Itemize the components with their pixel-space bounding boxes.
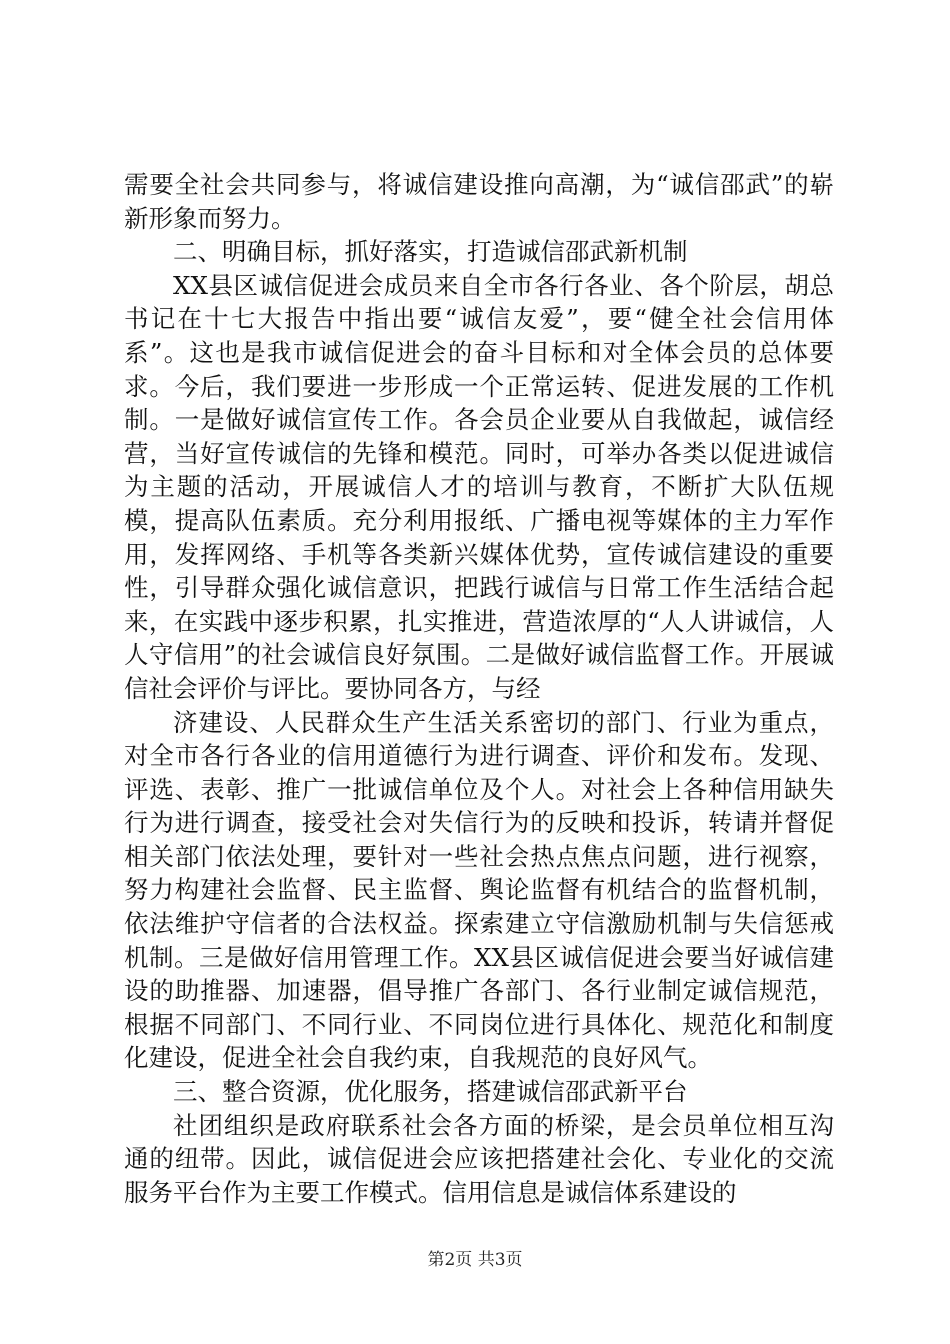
paragraph-section-2-b: 济建设、人民群众生产生活关系密切的部门、行业为重点，对全市各行各业的信用道德行为进行调查、评价和发布。发现、评选、表彰、推广一批诚信单位及个人。对社会上各种信用缺失行为进行调查，接受社会对失信行为的反映和投诉，转请并督促相关部门依法处理，要针对一些社会热点焦点问题，进行视察，努力构建社会监督、民主监督、舆论监督有机结合的监督机制，依法维护守信者的合法权益。探索建立守信激励机制与失信惩戒机制。三是做好信用管理工作。XX县区诚信促进会要当好诚信建设的助推器、加速器，倡导推广各部门、各行业制定诚信规范，根据不同部门、不同行业、不同岗位进行具体化、规范化和制度化建设，促进全社会自我约束，自我规范的良好风气。 <box>124 707 834 1073</box>
section-heading-2: 二、明确目标，抓好落实，打造诚信邵武新机制 <box>173 237 688 267</box>
paragraph-section-2-a: XX县区诚信促进会成员来自全市各行各业、各个阶层，胡总书记在十七大报告中指出要“诚信友爱”，要“健全社会信用体系”。这也是我市诚信促进会的奋斗目标和对全体会员的总体要求。今后，我们要进一步形成一个正常运转、促进发展的工作机制。一是做好诚信宣传工作。各会员企业要从自我做起，诚信经营，当好宣传诚信的先锋和模范。同时，可举办各类以促进诚信为主题的活动，开展诚信人才的培训与教育，不断扩大队伍规模，提高队伍素质。充分利用报纸、广播电视等媒体的主力军作用，发挥网络、手机等各类新兴媒体优势，宣传诚信建设的重要性，引导群众强化诚信意识，把践行诚信与日常工作生活结合起来，在实践中逐步积累，扎实推进，营造浓厚的“人人讲诚信，人人守信用”的社会诚信良好氛围。二是做好诚信监督工作。开展诚信社会评价与评比。要协同各方，与经 <box>124 270 834 703</box>
paragraph-section-3-a: 社团组织是政府联系社会各方面的桥梁，是会员单位相互沟通的纽带。因此，诚信促进会应该把搭建社会化、专业化的交流服务平台作为主要工作模式。信用信息是诚信体系建设的 <box>124 1110 834 1207</box>
document-body <box>124 168 834 1209</box>
section-heading-3: 三、整合资源，优化服务，搭建诚信邵武新平台 <box>173 1077 688 1107</box>
paragraph-continuation: 需要全社会共同参与，将诚信建设推向高潮，为“诚信邵武”的崭新形象而努力。 <box>124 170 834 233</box>
page-footer <box>0 1248 950 1272</box>
page-number-label: 第2页 共3页 <box>427 1250 523 1270</box>
